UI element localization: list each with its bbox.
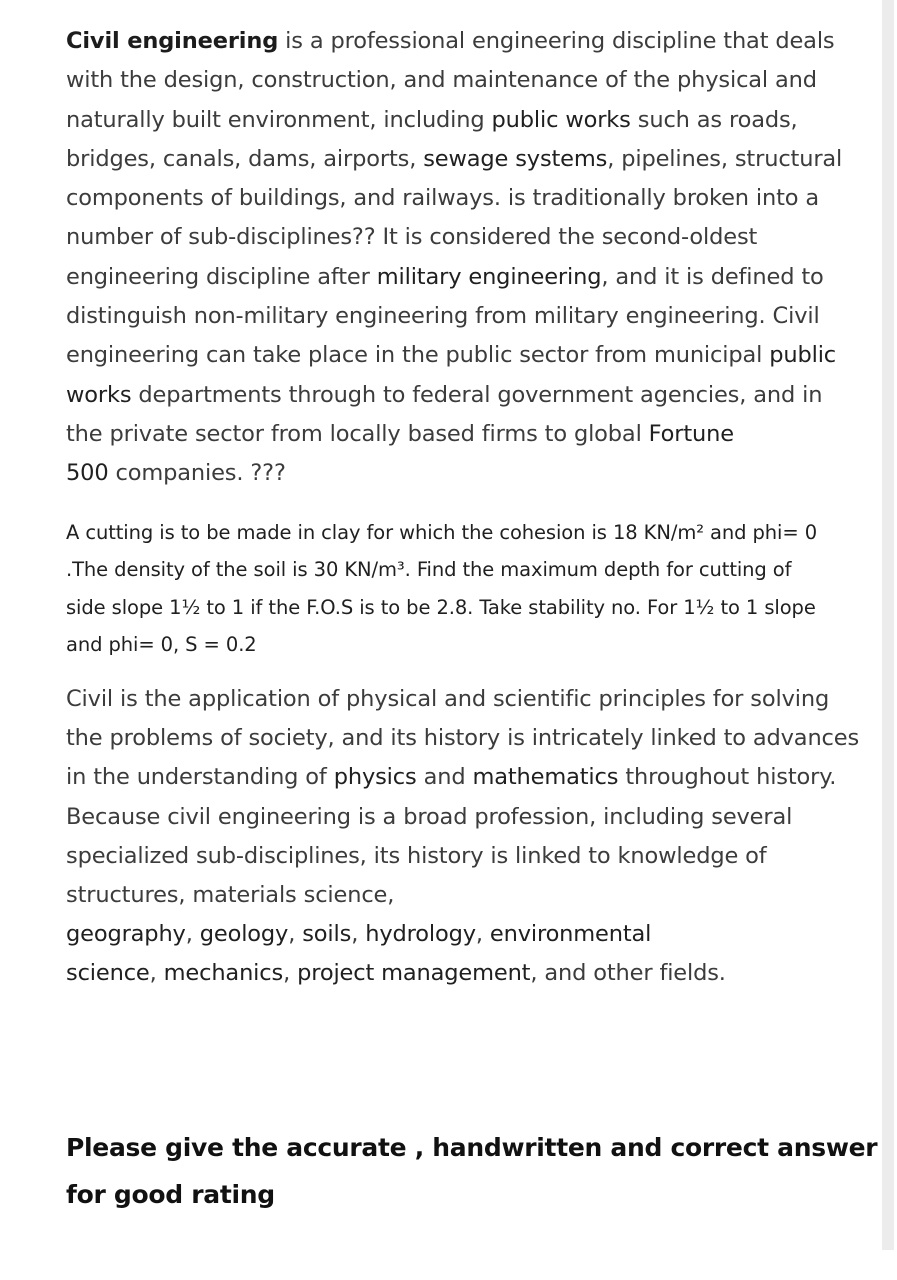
sep-e: , [149,960,164,987]
history-line-2: the problems of society, and its history is intricately linked to advances [66,725,860,752]
intro-line-11 [66,415,846,454]
history-line-8-text-c: , and other fields. [530,960,726,987]
scrollbar[interactable] [882,0,894,1250]
sep-d: , [475,921,490,948]
link-project-management[interactable]: project management [297,960,531,987]
question-line-4: and phi= 0, S = 0.2 [66,632,257,656]
intro-paragraph [66,22,846,494]
link-environmental-science-b[interactable]: science [66,960,150,987]
link-public-works-2[interactable]: public [769,342,837,369]
intro-line-4 [66,140,846,179]
intro-line-2: with the design, construction, and maintenance of the physical and [66,67,817,94]
intro-line-4-text-a: bridges, canals, dams, airports, [66,145,424,172]
intro-line-7-text-a: engineering discipline after [66,263,377,290]
question-paragraph [66,514,846,663]
history-line-3 [66,758,846,797]
lead-term: Civil engineering [66,28,279,54]
history-line-3-text-a: in the understanding of [66,764,334,791]
intro-line-12-text-b: companies. ??? [108,460,286,487]
link-military-engineering[interactable]: military engineering [376,263,602,290]
intro-line-6: number of sub-disciplines?? It is considered the second-oldest [66,224,758,251]
intro-line-12 [66,454,846,493]
history-line-5: specialized sub-disciplines, its history is linked to knowledge of [66,842,767,869]
link-geography[interactable]: geography [66,921,186,948]
question-line-1: A cutting is to be made in clay for which the cohesion is 18 KN/m² and phi= 0 [66,521,818,544]
history-paragraph [66,680,860,994]
question-line-2: .The density of the soil is 30 KN/m³. Find the maximum depth for cutting of [66,558,792,582]
intro-line-1-text: is a professional engineering discipline that deals [278,28,835,54]
sep-a: , [185,921,200,948]
sep-b: , [288,921,303,948]
link-soils[interactable]: soils [302,921,352,948]
link-mechanics[interactable]: mechanics [163,960,284,987]
intro-line-11-text-a: the private sector from locally based firms to global [66,420,649,447]
sep-f: , [283,960,298,987]
intro-line-7 [66,258,846,297]
intro-line-3-text-b: such as roads, [630,106,798,133]
intro-line-3 [66,101,846,140]
intro-line-7-text-b: , and it is defined to [601,263,824,290]
answer-request [66,1124,878,1218]
history-line-3-text-b: and [416,764,473,791]
intro-line-10 [66,376,846,415]
history-line-6: structures, materials science, [66,882,395,909]
intro-line-5: components of buildings, and railways. is traditionally broken into a [66,185,820,212]
link-hydrology[interactable]: hydrology [365,921,476,948]
history-line-7 [66,915,846,954]
link-fortune-500[interactable]: Fortune [648,420,734,447]
intro-line-9-text-a: engineering can take place in the public sector from municipal [66,342,770,369]
history-line-3-text-c: throughout history. [618,764,837,791]
link-sewage-systems[interactable]: sewage systems [423,145,608,172]
history-line-8 [66,954,846,993]
history-line-1: Civil is the application of physical and scientific principles for solving [66,686,830,712]
link-mathematics[interactable]: mathematics [472,764,619,791]
request-line-1: Please give the accurate , handwritten and correct answer [66,1133,878,1162]
history-line-4: Because civil engineering is a broad profession, including several [66,803,793,830]
sep-c: , [351,921,366,948]
link-fortune-500b[interactable]: 500 [66,460,109,487]
intro-line-3-text-a: naturally built environment, including [66,106,492,133]
intro-line-4-text-b: , pipelines, structural [607,145,843,172]
link-physics[interactable]: physics [333,764,417,791]
request-line-2: for good rating [66,1180,275,1209]
intro-line-10-text-b: departments through to federal government agencies, and in [131,381,823,408]
link-environmental-science[interactable]: environmental [489,921,652,948]
link-public-works[interactable]: public works [491,106,631,133]
intro-line-8: distinguish non-military engineering from military engineering. Civil [66,303,820,330]
intro-line-1 [66,22,846,61]
link-geology[interactable]: geology [199,921,289,948]
link-public-works-2b[interactable]: works [66,381,132,408]
question-line-3: side slope 1½ to 1 if the F.O.S is to be 2.8. Take stability no. For 1½ to 1 slope [66,595,816,619]
intro-line-9 [66,336,846,375]
